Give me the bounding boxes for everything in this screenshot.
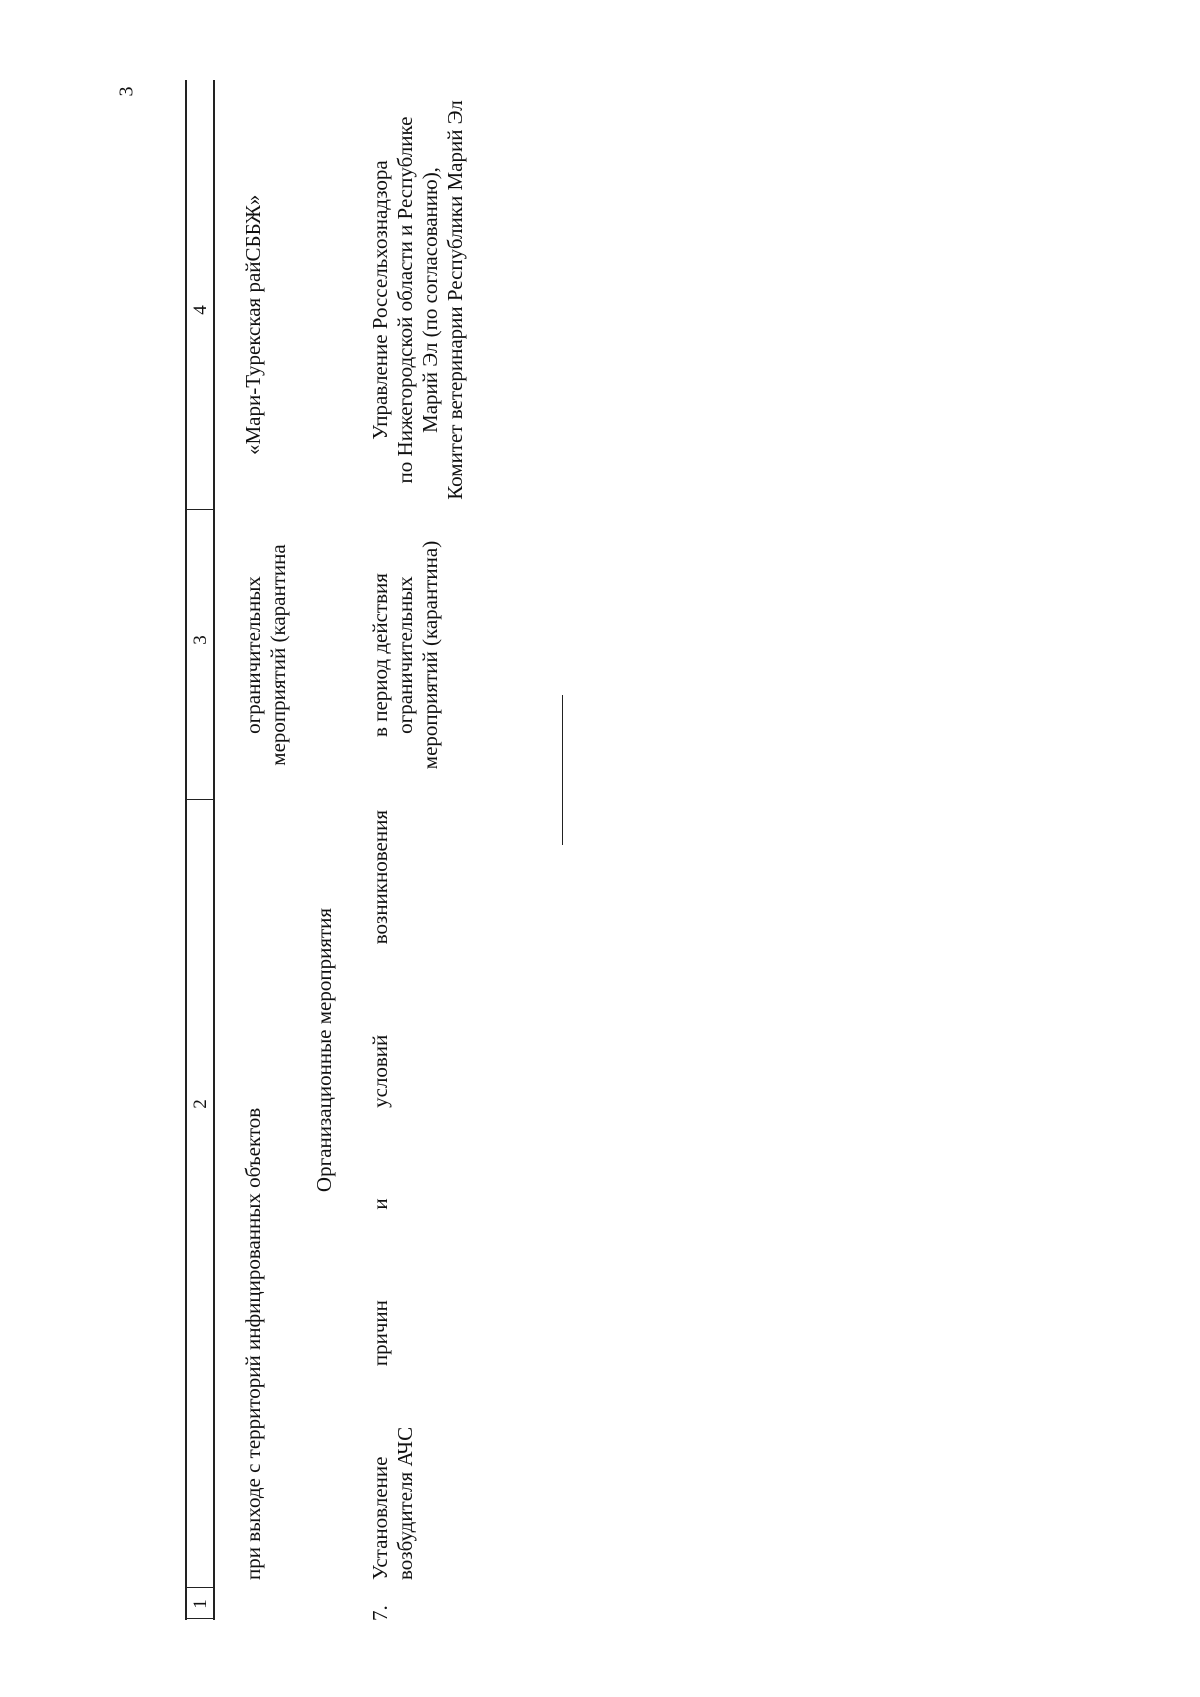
table-header-top-rule (185, 80, 187, 1620)
word: и (368, 1198, 392, 1210)
column-number-4: 4 (190, 305, 211, 315)
col3-line: мероприятий (карантина (266, 544, 290, 766)
end-of-document-rule (562, 695, 563, 845)
col3-line: ограничительных (393, 576, 417, 734)
table-header-bottom-rule (213, 80, 215, 1620)
landscape-table-sheet (185, 80, 565, 1620)
column-number-2: 2 (190, 1099, 211, 1109)
row-7-col2 (368, 810, 418, 1580)
col4-line: Комитет ветеринарии Республики Марий Эл (443, 100, 467, 500)
row-7-col2-line-2: возбудителя АЧС (393, 1426, 417, 1580)
column-number-3: 3 (190, 635, 211, 645)
row-continued-col3 (241, 520, 291, 790)
col3-line: в период действия (368, 573, 392, 737)
word: условий (368, 1034, 392, 1108)
col4-line: Марий Эл (по согласованию), (418, 167, 442, 433)
word: Установление (368, 1456, 392, 1580)
col4-line: по Нижегородской области и Республике (393, 116, 417, 484)
row-continued-col4: «Мари-Турекская райСББЖ» (241, 194, 265, 455)
column-divider (185, 509, 214, 510)
section-heading: Организационные мероприятия (312, 907, 336, 1193)
word: возникновения (368, 810, 392, 945)
column-divider (185, 799, 214, 800)
row-7-col3 (368, 520, 443, 790)
column-number-1: 1 (190, 1599, 211, 1609)
word: причин (368, 1300, 392, 1367)
page-number: 3 (115, 86, 138, 97)
row-7-col2-line-1 (368, 810, 393, 1580)
row-continued-col2: при выходе с территорий инфицированных объектов (241, 1107, 265, 1580)
col3-line: ограничительных (241, 576, 265, 734)
row-7-col4 (368, 80, 468, 520)
row-7-number: 7. (368, 1605, 392, 1621)
col3-line: мероприятий (карантина) (418, 540, 442, 770)
col4-line: Управление Россельхознадзора (368, 160, 392, 440)
